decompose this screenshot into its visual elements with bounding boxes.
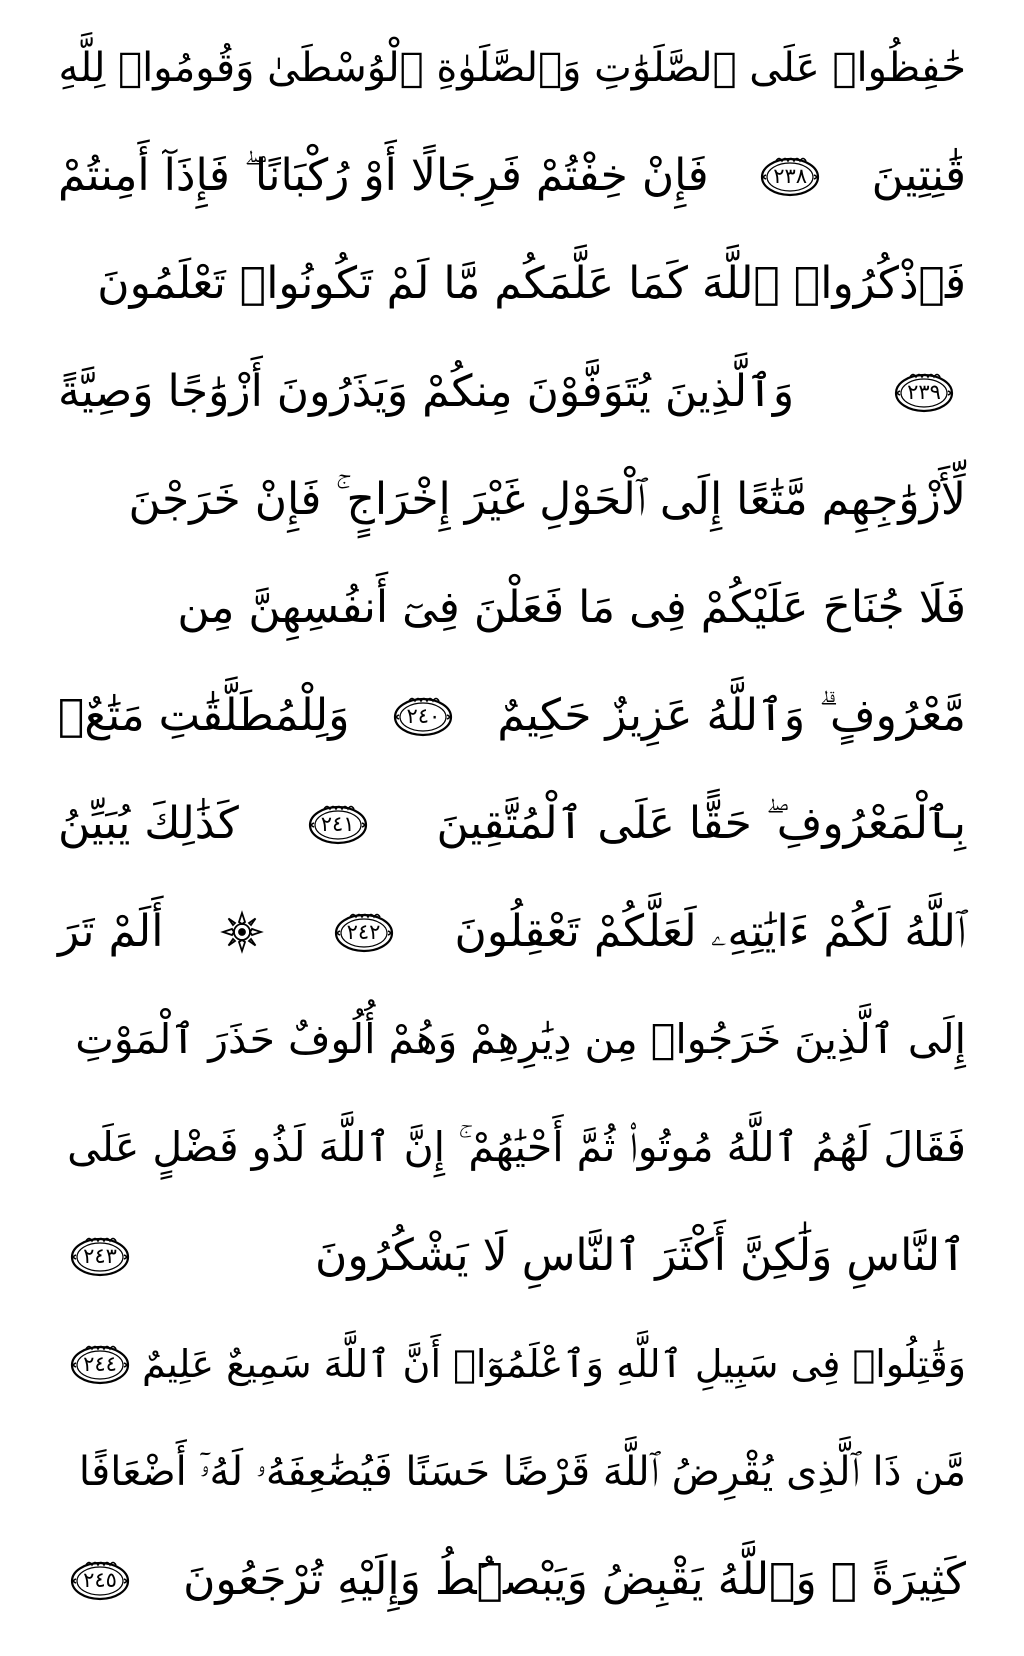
verse-text: لِّأَزْوَٰجِهِم مَّتَٰعًا إِلَى ٱلْحَوْلِ غَيْرَ إِخْرَاجٍ ۚ فَإِنْ خَرَجْنَ — [128, 473, 966, 525]
ayah-end-marker — [68, 1341, 132, 1387]
ayah-end-marker — [68, 1557, 132, 1603]
verse-text: فَلَا جُنَاحَ عَلَيْكُمْ فِى مَا فَعَلْنَ فِىٓ أَنفُسِهِنَّ مِن — [177, 581, 966, 633]
ayah-number: ٢٤٢ — [346, 919, 381, 944]
ayah-number: ٢٤٥ — [83, 1567, 117, 1592]
verse-line — [58, 882, 966, 982]
verse-line — [58, 774, 966, 874]
ayah-number: ٢٣٩ — [907, 379, 941, 404]
verse-text: وَٱلَّذِينَ يُتَوَفَّوْنَ مِنكُمْ وَيَذَرُونَ أَزْوَٰجًا وَصِيَّةً — [58, 365, 795, 417]
verse-line — [58, 1314, 966, 1414]
ayah-end-marker — [758, 153, 822, 199]
verse-text: فَٱذْكُرُوا۟ ٱللَّهَ كَمَا عَلَّمَكُم مَّا لَمْ تَكُونُوا۟ تَعْلَمُونَ — [97, 257, 966, 309]
verse-text: مَّن ذَا ٱلَّذِى يُقْرِضُ ٱللَّهَ قَرْضًا حَسَنًا فَيُضَٰعِفَهُۥ لَهُۥٓ أَضْعَافًا — [78, 1449, 966, 1495]
ayah-end-marker — [306, 801, 370, 847]
ayah-end-marker — [892, 369, 956, 415]
ayah-number: ٢٤٠ — [406, 703, 441, 728]
verse-text: مَّعْرُوفٍ ۗ وَٱللَّهُ عَزِيزٌ حَكِيمٌ — [497, 689, 966, 741]
verse-line — [58, 126, 966, 226]
verse-text: إِلَى ٱلَّذِينَ خَرَجُوا۟ مِن دِيَٰرِهِمْ وَهُمْ أُلُوفٌ حَذَرَ ٱلْمَوْتِ — [75, 1015, 966, 1064]
verse-text: فَإِنْ خِفْتُمْ فَرِجَالًا أَوْ رُكْبَانًا ۖ فَإِذَآ أَمِنتُمْ — [58, 149, 709, 201]
verse-line — [58, 342, 966, 442]
ayah-number: ٢٣٨ — [773, 163, 808, 188]
verse-text: فَقَالَ لَهُمُ ٱللَّهُ مُوتُوا۟ ثُمَّ أَحْيَٰهُمْ ۚ إِنَّ ٱللَّهَ لَذُو فَضْلٍ عَلَى — [67, 1123, 966, 1172]
verse-line — [58, 450, 966, 550]
verse-line — [58, 1098, 966, 1198]
verse-text: ٱلنَّاسِ وَلَٰكِنَّ أَكْثَرَ ٱلنَّاسِ لَا يَشْكُرُونَ — [315, 1229, 966, 1281]
verse-line — [58, 1206, 966, 1306]
ayah-end-marker — [332, 909, 396, 955]
hizb-marker-icon — [220, 910, 264, 954]
verse-text: قَٰنِتِينَ — [871, 149, 966, 201]
verse-line — [58, 1530, 966, 1630]
verse-text: حَٰفِظُوا۟ عَلَى ٱلصَّلَوَٰتِ وَٱلصَّلَوٰةِ ٱلْوُسْطَىٰ وَقُومُوا۟ لِلَّهِ — [58, 45, 966, 91]
verse-line — [58, 666, 966, 766]
ayah-number: ٢٤٣ — [83, 1243, 117, 1268]
ayah-number: ٢٤١ — [320, 811, 355, 836]
verse-line — [58, 18, 966, 118]
verse-text: كَثِيرَةً ۚ وَٱللَّهُ يَقْبِضُ وَيَبْصُۜطُ وَإِلَيْهِ تُرْجَعُونَ — [183, 1553, 966, 1605]
verse-text: وَقَٰتِلُوا۟ فِى سَبِيلِ ٱللَّهِ وَٱعْلَمُوٓا۟ أَنَّ ٱللَّهَ سَمِيعٌ عَلِيمٌ — [142, 1341, 966, 1386]
verse-line — [58, 990, 966, 1090]
verse-line — [58, 234, 966, 334]
verse-text: أَلَمْ تَرَ — [58, 905, 164, 957]
verse-text: وَلِلْمُطَلَّقَٰتِ مَتَٰعٌۢ — [58, 689, 350, 741]
verse-text: ٱللَّهُ لَكُمْ ءَايَٰتِهِۦ لَعَلَّكُمْ تَعْقِلُونَ — [454, 905, 966, 957]
ayah-end-marker — [391, 693, 455, 739]
ayah-end-marker — [68, 1233, 132, 1279]
verse-line — [58, 1422, 966, 1522]
verse-text: بِٱلْمَعْرُوفِ ۖ حَقًّا عَلَى ٱلْمُتَّقِينَ — [436, 797, 966, 849]
verse-line — [58, 558, 966, 658]
verse-text: كَذَٰلِكَ يُبَيِّنُ — [58, 797, 239, 849]
ayah-number: ٢٤٤ — [83, 1351, 117, 1376]
mushaf-page — [58, 18, 966, 1638]
